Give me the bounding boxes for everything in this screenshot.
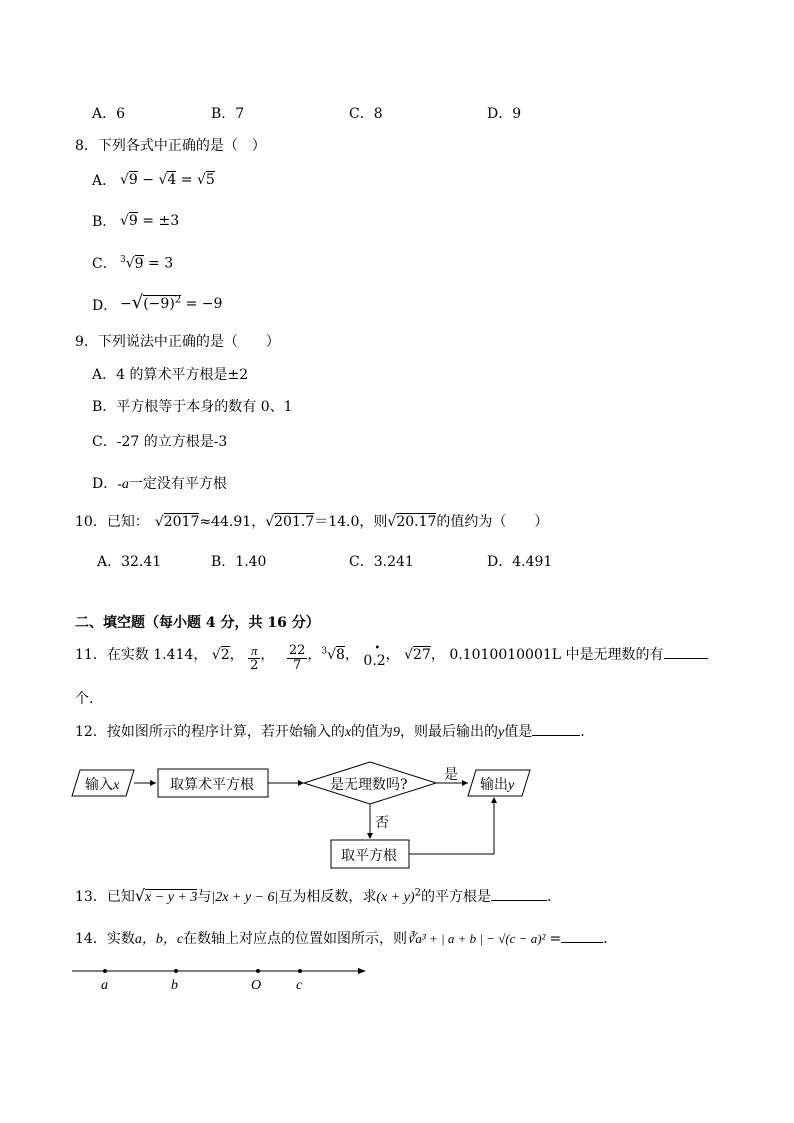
q9-option-a: A．4 的算术平方根是±2 <box>92 367 249 383</box>
q13-stem: 13．已知√x − y + 3与|2x + y − 6|互为相反数，求$(x + y)^2$的平方根是 . <box>75 886 552 905</box>
q10-option-b: B．1.40 <box>211 554 267 570</box>
flowchart-input: 输入x <box>85 777 120 793</box>
q11-continuation: 个. <box>75 691 94 707</box>
flowchart-no-label: 否 <box>375 815 389 831</box>
q10-option-d: D．4.491 <box>487 554 553 570</box>
q14-stem: 14．实数a，b，c在数轴上对应点的位置如图所示，则∛a³ + | a + b | − √(c − a)² = . <box>75 931 608 947</box>
q8-option-a-expr: √9 − √4 = √5 <box>120 172 215 188</box>
number-line-arrow <box>358 968 366 974</box>
q8-option-b-label: B． <box>92 214 117 230</box>
q8-option-a-label: A． <box>92 173 117 189</box>
point-c <box>298 969 302 973</box>
flowchart-decision: 是无理数吗? <box>330 777 408 793</box>
label-c: c <box>296 978 303 993</box>
q9-option-b: B．平方根等于本身的数有 0、1 <box>92 399 293 415</box>
q7-option-c: C．8 <box>349 106 383 122</box>
q8-stem: 8．下列各式中正确的是（ ） <box>75 138 266 154</box>
label-b: b <box>171 978 178 993</box>
section-title: 二、填空题（每小题 4 分，共 16 分） <box>75 615 320 631</box>
q8-option-c-expr: $^3$√9 = 3 <box>120 255 174 272</box>
q7-option-a: A．6 <box>92 106 126 122</box>
point-o <box>256 969 260 973</box>
q9-option-d: D．-a一定没有平方根 <box>92 476 227 492</box>
q7-option-d: D．9 <box>487 106 522 122</box>
flowchart-step2: 取平方根 <box>341 848 397 864</box>
q11-stem: 11．在实数 1.414， √2， $\frac{\pi}{2}$ ， $\frac{22}{7}$ ，$^3$√8， • 0.2， √27， 0.1010010001L 中是无理数的有 <box>75 644 708 673</box>
point-b <box>174 969 178 973</box>
q8-option-d-label: D． <box>92 298 118 314</box>
q9-stem: 9．下列说法中正确的是（ ） <box>75 334 280 350</box>
q8-option-d-expr: $-√(-9)^2 = -9$ <box>120 292 223 313</box>
q8-option-c-label: C． <box>92 256 117 272</box>
q9-option-c: C．-27 的立方根是-3 <box>92 434 228 450</box>
point-a <box>103 969 107 973</box>
q12-stem: 12．按如图所示的程序计算，若开始输入的x的值为9，则最后输出的y值是 . <box>75 724 585 740</box>
q7-option-b: B．7 <box>211 106 245 122</box>
flowchart-step1: 取算术平方根 <box>170 777 254 793</box>
label-a: a <box>101 978 108 993</box>
q10-stem: 10．已知： √2017≈44.91，√201.7＝14.0，则√20.17的值约为（ ） <box>75 514 549 530</box>
q10-option-c: C．3.241 <box>349 554 414 570</box>
flowchart-output: 输出y <box>480 777 515 793</box>
flowchart-yes-label: 是 <box>444 767 458 783</box>
label-o: O <box>251 978 262 993</box>
q10-option-a: A．32.41 <box>97 554 162 570</box>
q8-option-b-expr: √9 = ±3 <box>120 213 180 229</box>
